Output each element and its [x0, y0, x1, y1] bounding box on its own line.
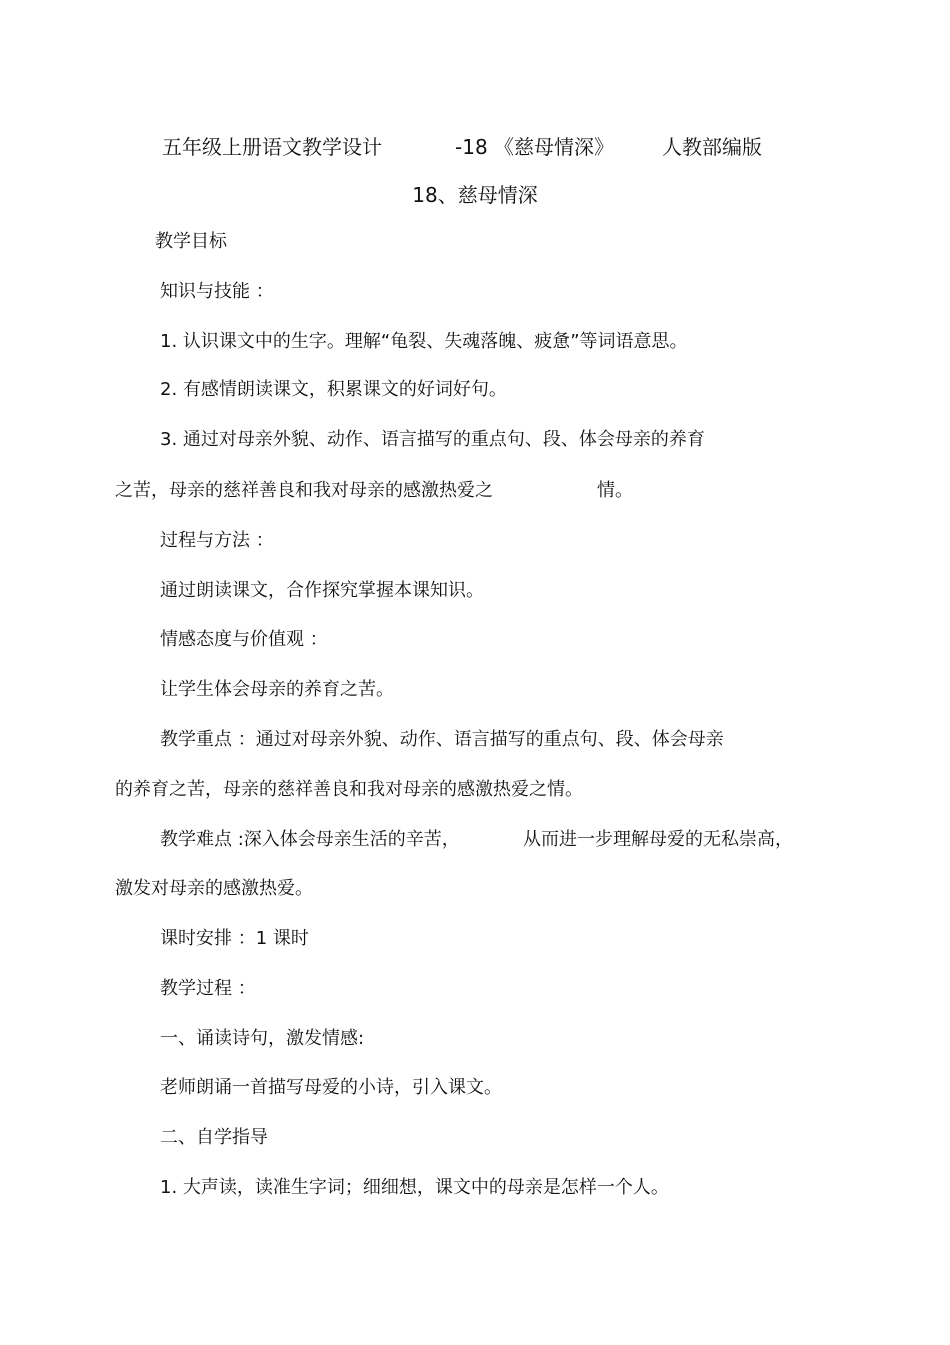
title-part-subject: 五年级上册语文教学设计	[162, 135, 382, 159]
goal-item-3-line-2-tail: 情。	[597, 480, 633, 501]
title-part-lesson: -18 《慈母情深》	[455, 135, 615, 159]
difficulty-line-1b: 从而进一步理解母爱的无私崇高，	[523, 829, 793, 850]
subheading-attitude-values: 情感态度与价值观 ：	[160, 629, 328, 650]
subheading-teaching-process: 教学过程 ：	[160, 978, 256, 999]
goal-item-3-line-1: 3. 通过对母亲外貌、动作、语言描写的重点句、段、体会母亲的养育	[160, 429, 705, 450]
step-2-heading: 二、自学指导	[160, 1127, 268, 1148]
goal-item-3-line-2: 之苦，母亲的慈祥善良和我对母亲的感激热爱之	[115, 480, 493, 501]
step-2-item-1: 1. 大声读，读准生字词；细细想，课文中的母亲是怎样一个人。	[160, 1177, 669, 1198]
step-1-text: 老师朗诵一首描写母爱的小诗，引入课文。	[160, 1077, 502, 1098]
schedule-text: 课时安排 ：1 课时	[160, 928, 309, 949]
goal-item-2: 2. 有感情朗读课文，积累课文的好词好句。	[160, 379, 507, 400]
difficulty-line-2: 激发对母亲的感激热爱。	[115, 878, 313, 899]
lesson-heading: 18、慈母情深	[412, 183, 538, 207]
subheading-process-method: 过程与方法 ：	[160, 530, 274, 551]
key-point-line-2: 的养育之苦，母亲的慈祥善良和我对母亲的感激热爱之情。	[115, 779, 583, 800]
section-heading-goals: 教学目标	[155, 231, 227, 252]
key-point-line-1: 教学重点 ：通过对母亲外貌、动作、语言描写的重点句、段、体会母亲	[160, 729, 724, 750]
process-method-text: 通过朗读课文，合作探究掌握本课知识。	[160, 580, 484, 601]
step-1-heading: 一、诵读诗句，激发情感:	[160, 1028, 365, 1049]
goal-item-1: 1. 认识课文中的生字。理解“龟裂、失魂落魄、疲惫”等词语意思。	[160, 331, 688, 352]
title-part-edition: 人教部编版	[662, 135, 762, 159]
attitude-values-text: 让学生体会母亲的养育之苦。	[160, 679, 394, 700]
difficulty-line-1a: 教学难点 :深入体会母亲生活的辛苦，	[160, 829, 460, 850]
subheading-knowledge-skills: 知识与技能 ：	[160, 281, 274, 302]
